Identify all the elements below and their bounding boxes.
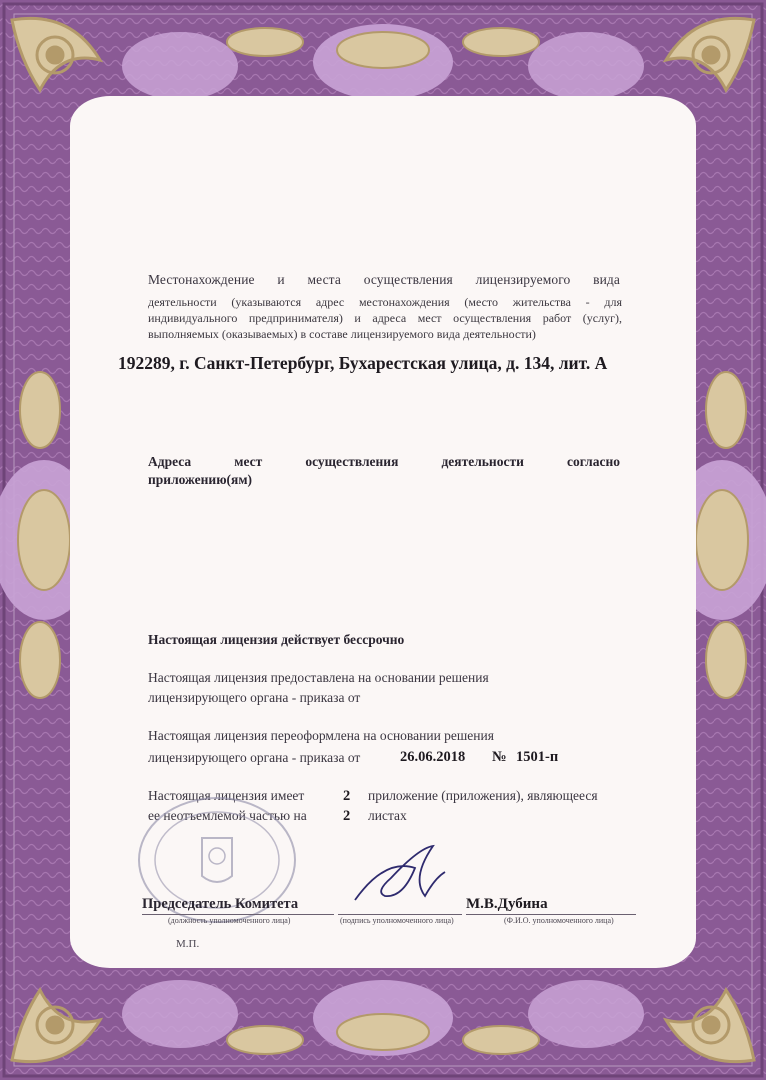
granted-line2: лицензирующего органа - приказа от bbox=[148, 690, 361, 705]
granted-line1: Настоящая лицензия предоставлена на основании решения bbox=[148, 670, 489, 685]
reissued-line1: Настоящая лицензия переоформлена на основании решения bbox=[148, 728, 494, 743]
appendices-line1-tail: приложение (приложения), являющееся bbox=[368, 788, 598, 803]
name-underline bbox=[466, 914, 636, 915]
position-underline bbox=[142, 914, 334, 915]
reissued-number: 1501-п bbox=[516, 749, 559, 765]
stamp-place: М.П. bbox=[176, 938, 200, 950]
caption-signature: (подпись уполномоченного лица) bbox=[340, 916, 454, 925]
location-heading-line2: деятельности (указываются адрес местонахождения (место жительства - для bbox=[148, 295, 622, 309]
rosette-top bbox=[122, 24, 644, 100]
license-address: 192289, г. Санкт-Петербург, Бухарестская улица, д. 134, лит. А bbox=[118, 353, 608, 373]
appendix-addresses-line1: Адреса мест осуществления деятельности согласно bbox=[148, 454, 620, 469]
location-heading-line4: выполняемых (оказываемых) в составе лицензируемого вида деятельности) bbox=[148, 327, 536, 341]
location-heading-line3: индивидуального предпринимателя) и адреса мест осуществления работ (услуг), bbox=[148, 311, 622, 325]
appendices-line2-tail: листах bbox=[368, 808, 407, 823]
caption-position: (должность уполномоченного лица) bbox=[168, 916, 291, 925]
appendices-line2: ее неотъемлемой частью на bbox=[148, 808, 307, 823]
appendices-line1: Настоящая лицензия имеет bbox=[148, 788, 305, 803]
signature-underline bbox=[338, 914, 462, 915]
signatory-name: М.В.Дубина bbox=[466, 896, 548, 912]
validity-statement: Настоящая лицензия действует бессрочно bbox=[148, 632, 405, 647]
appendices-sheets: 2 bbox=[343, 808, 351, 824]
reissued-date: 26.06.2018 bbox=[400, 749, 466, 765]
reissued-number-sign: № bbox=[492, 749, 507, 765]
caption-name: (Ф.И.О. уполномоченного лица) bbox=[504, 916, 614, 925]
location-heading-line1: Местонахождение и места осуществления лицензируемого вида bbox=[148, 272, 620, 287]
appendix-addresses-line2: приложению(ям) bbox=[148, 472, 253, 487]
signature-mark bbox=[345, 838, 455, 918]
signatory-position: Председатель Комитета bbox=[142, 896, 299, 912]
reissued-line2: лицензирующего органа - приказа от bbox=[148, 750, 361, 765]
rosette-bottom bbox=[122, 980, 644, 1056]
appendices-count: 2 bbox=[343, 788, 351, 804]
